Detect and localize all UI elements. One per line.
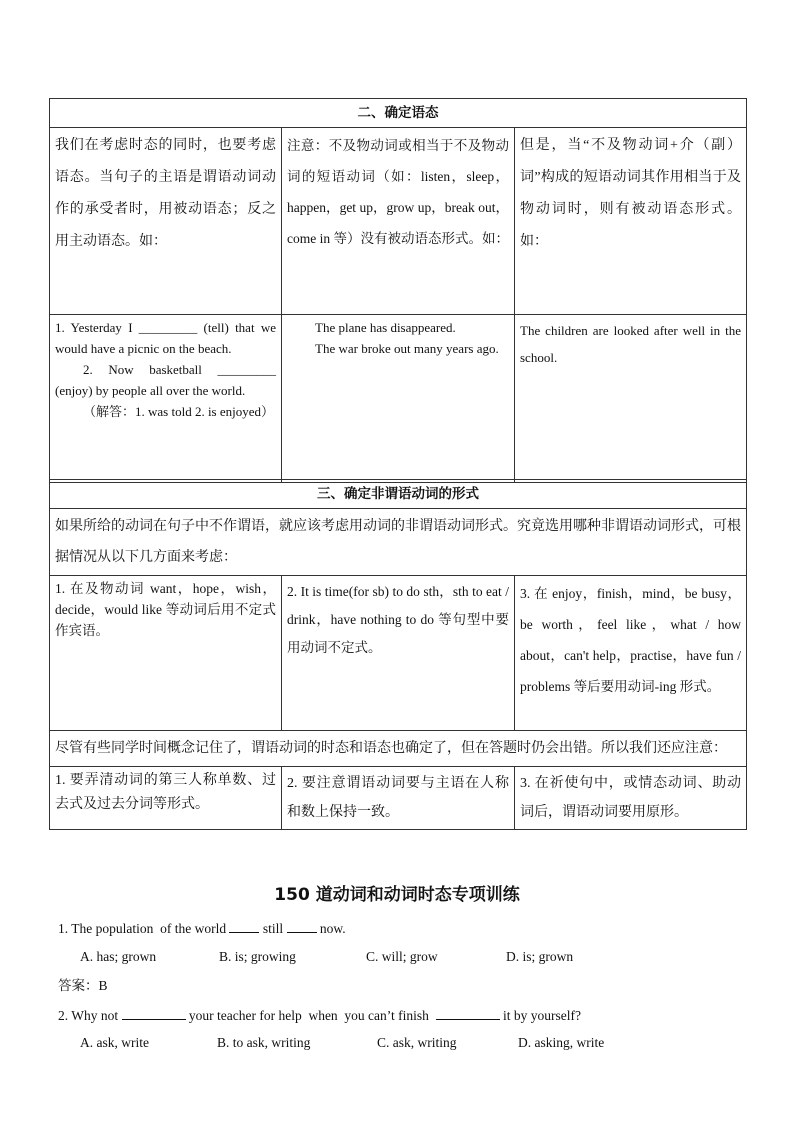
voice-example-1: 1. Yesterday I _________ (tell) that we would have a picnic on the beach. [55, 320, 276, 356]
question-2-option-d[interactable]: D. asking, write [518, 1035, 605, 1050]
non-finite-table [49, 479, 747, 830]
voice-example-2: 2. Now basketball _________ (enjoy) by people all over the world. [55, 362, 276, 398]
question-2-blank-2[interactable] [436, 1007, 500, 1020]
section-3-header: 三、确定非谓语动词的形式 [50, 480, 747, 509]
question-1 [58, 919, 346, 939]
question-2-stem-b: your teacher for help when you can’t finish [188, 1008, 429, 1023]
question-1-option-a[interactable]: A. has; grown [80, 949, 157, 964]
infinitive-pattern-cell: 2. It is time(for sb) to do sth，sth to eat / drink，have nothing to do 等句型中要用动词不定式。 [282, 576, 515, 731]
intransitive-example-2: The war broke out many years ago. [315, 341, 499, 356]
intransitive-example-1: The plane has disappeared. [315, 320, 456, 335]
question-1-stem-c: now. [319, 921, 346, 936]
question-2-stem-c: it by yourself? [503, 1008, 582, 1023]
question-2-option-a[interactable]: A. ask, write [80, 1035, 149, 1050]
question-1-stem-a: 1. The population of the world [58, 921, 227, 936]
question-2-option-c[interactable]: C. ask, writing [377, 1035, 457, 1050]
question-1-blank-1[interactable] [229, 920, 259, 933]
question-2-option-b[interactable]: B. to ask, writing [217, 1035, 311, 1050]
question-1-option-c[interactable]: C. will; grow [366, 949, 438, 964]
attention-note: 尽管有些同学时间概念记住了，谓语动词的时态和语态也确定了，但在答题时仍会出错。所以我们还应注意： [50, 731, 747, 767]
non-finite-intro: 如果所给的动词在句子中不作谓语，就应该考虑用动词的非谓语动词形式。究竟选用哪种非谓语动词形式，可根据情况从以下几方面来考虑： [50, 509, 747, 576]
question-2-options [80, 1033, 604, 1053]
question-1-stem-b: still [262, 921, 284, 936]
gerund-cell: 3. 在 enjoy，finish，mind，be busy，be worth，feel like，what / how about，can't help，practise，have fun / problems 等后要用动词-ing 形式。 [515, 576, 747, 731]
intransitive-examples-cell [282, 315, 515, 483]
voice-examples-cell [50, 315, 282, 483]
question-1-blank-2[interactable] [287, 920, 317, 933]
question-1-option-b[interactable]: B. is; growing [219, 949, 296, 964]
base-form-cell: 3. 在祈使句中，或情态动词、助动词后，谓语动词要用原形。 [515, 767, 747, 830]
question-2-stem-a: 2. Why not [58, 1008, 119, 1023]
infinitive-object-cell: 1. 在及物动词 want，hope，wish，decide，would like 等动词后用不定式作宾语。 [50, 576, 282, 731]
question-2 [58, 1006, 581, 1026]
page-title: 150 道动词和动词时态专项训练 [274, 885, 520, 905]
question-1-option-d[interactable]: D. is; grown [506, 949, 574, 964]
question-1-answer: 答案：B [58, 978, 108, 993]
intransitive-note-cell: 注意：不及物动词或相当于不及物动词的短语动词（如：listen，sleep，happen，get up，grow up，break out，come in 等）没有被动语态形式。如： [282, 128, 515, 315]
verb-forms-cell: 1. 要弄清动词的第三人称单数、过去式及过去分词等形式。 [50, 767, 282, 830]
question-2-blank-1[interactable] [122, 1007, 186, 1020]
agreement-cell: 2. 要注意谓语动词要与主语在人称和数上保持一致。 [282, 767, 515, 830]
question-1-options [80, 947, 573, 967]
voice-table [49, 98, 747, 483]
voice-rule-cell: 我们在考虑时态的同时，也要考虑语态。当句子的主语是谓语动词动作的承受者时，用被动语态；反之用主动语态。如： [50, 128, 282, 315]
phrasal-example-cell: The children are looked after well in the school. [515, 315, 747, 483]
section-2-header: 二、确定语态 [50, 99, 747, 128]
voice-answer: （解答：1. was told 2. is enjoyed） [83, 404, 275, 419]
phrasal-verb-rule-cell: 但是，当“不及物动词+介（副）词”构成的短语动词其作用相当于及物动词时，则有被动语态形式。如： [515, 128, 747, 315]
